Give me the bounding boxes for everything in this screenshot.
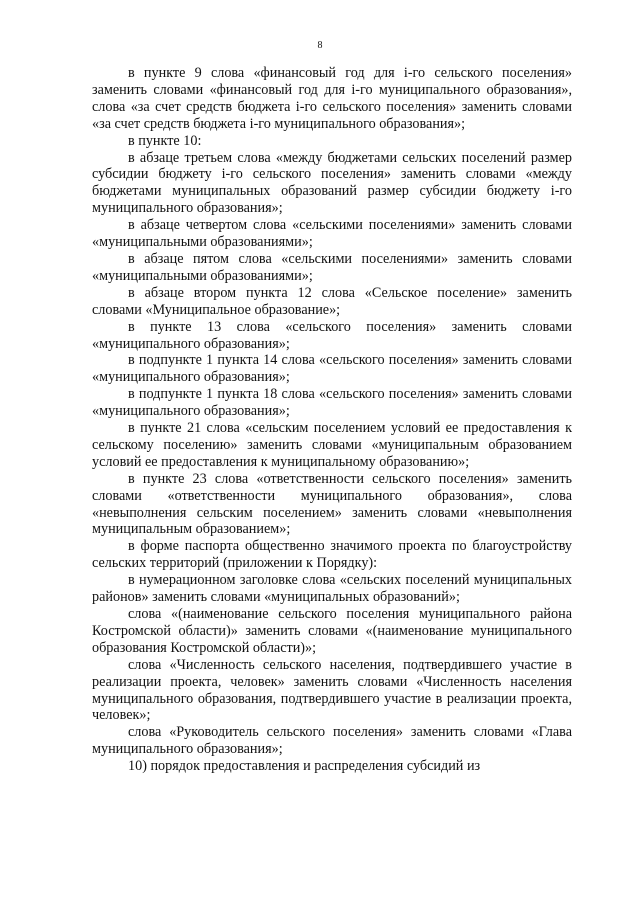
paragraph: в пункте 10: [128, 132, 202, 149]
paragraph: в пункте 13 слова «сельского поселения» заменить словами «муниципального образования»; [92, 318, 572, 352]
paragraph: в абзаце четвертом слова «сельскими поселениями» заменить словами «муниципальными образованиями»; [92, 217, 572, 251]
paragraph: в пункте 23 слова «ответственности сельского поселения» заменить словами «ответственности муниципального образования», слова «невыполнения сельским поселением» заменить словами «невыполнения муниципальным образованием»; [92, 470, 572, 538]
paragraph: слова «Руководитель сельского поселения» заменить словами «Глава муниципального образования»; [92, 724, 572, 758]
paragraph: в подпункте 1 пункта 18 слова «сельского поселения» заменить словами «муниципального образования»; [92, 386, 572, 420]
page-number: 8 [317, 40, 323, 51]
paragraph: в абзаце третьем слова «между бюджетами сельских поселений размер субсидии бюджету i-го сельского поселения» заменить словами «между бюджетами муниципальных образований размер субсидии бюджету i-го муниципального образования»; [92, 149, 572, 217]
paragraph: в форме паспорта общественно значимого проекта по благоустройству сельских территорий (приложении к Порядку): [92, 538, 572, 572]
paragraph: слова «Численность сельского населения, подтвердившего участие в реализации проекта, человек» заменить словами «Численность населения муниципального образования, подтвердившего участие в реализации проекта, человек»; [92, 656, 572, 724]
document-body [92, 65, 572, 775]
paragraph: слова «(наименование сельского поселения муниципального района Костромской области)» заменить словами «(наименование муниципального образования Костромской области)»; [92, 606, 572, 656]
paragraph: в пункте 21 слова «сельским поселением условий ее предоставления к сельскому поселению» заменить словами «муниципальным образованием условий ее предоставления к муниципальному образованию»; [92, 420, 572, 470]
paragraph: в абзаце пятом слова «сельскими поселениями» заменить словами «муниципальными образованиями»; [92, 250, 572, 284]
paragraph: в пункте 9 слова «финансовый год для i-го сельского поселения» заменить словами «финансовый год для i-го муниципального образования», слова «за счет средств бюджета i-го сельского поселения» заменить словами «за счет средств бюджета i-го муниципального образования»; [92, 65, 572, 132]
paragraph: 10) порядок предоставления и распределения субсидий из [128, 758, 481, 775]
paragraph: в абзаце втором пункта 12 слова «Сельское поселение» заменить словами «Муниципальное образование»; [92, 284, 572, 318]
paragraph: в нумерационном заголовке слова «сельских поселений муниципальных районов» заменить словами «муниципальных образований»; [92, 572, 572, 606]
paragraph: в подпункте 1 пункта 14 слова «сельского поселения» заменить словами «муниципального образования»; [92, 352, 572, 386]
